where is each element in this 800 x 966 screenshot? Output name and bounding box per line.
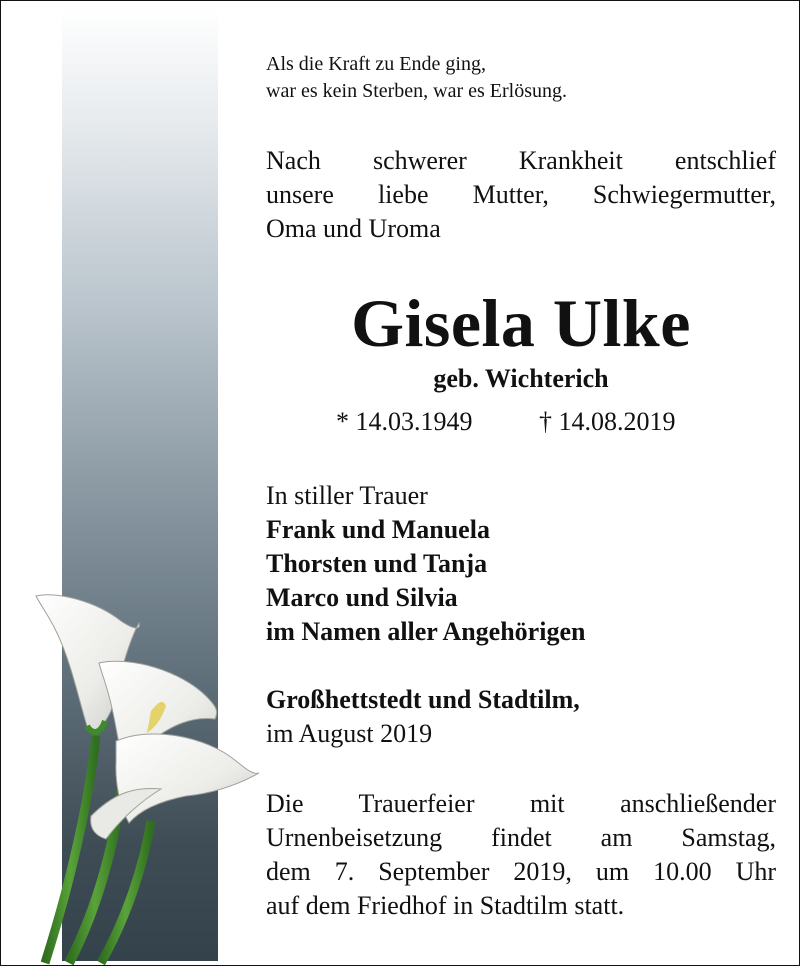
- mourner-name: Frank und Manuela: [266, 515, 490, 544]
- place-date: im August 2019: [266, 719, 433, 748]
- deceased-name: Gisela Ulke: [351, 285, 691, 361]
- intro-text: [266, 144, 776, 246]
- mourner-name: im Namen aller Angehörigen: [266, 617, 586, 646]
- motto: [266, 51, 776, 105]
- lily-flower: [91, 734, 259, 839]
- intro-line: Oma und Uroma: [266, 214, 441, 243]
- intro-line: Nach schwerer Krankheit entschlief: [266, 146, 776, 175]
- intro-line: unsere liebe Mutter, Schwiegermutter,: [266, 180, 776, 209]
- funeral-line: dem 7. September 2019, um 10.00 Uhr: [266, 857, 776, 886]
- mourners-heading: In stiller Trauer: [266, 481, 428, 510]
- place-location: Großhettstedt und Stadtilm,: [266, 685, 580, 714]
- motto-line: Als die Kraft zu Ende ging,: [266, 53, 486, 75]
- place-date-block: [266, 683, 776, 751]
- death-date: † 14.08.2019: [539, 407, 676, 436]
- calla-lily-illustration: [1, 561, 271, 965]
- funeral-line: auf dem Friedhof in Stadtilm statt.: [266, 891, 625, 920]
- funeral-line: Die Trauerfeier mit anschließender: [266, 789, 776, 818]
- mourners-block: [266, 479, 776, 649]
- birth-date: * 14.03.1949: [336, 407, 473, 436]
- mourner-name: Thorsten und Tanja: [266, 549, 488, 578]
- motto-line: war es kein Sterben, war es Erlösung.: [266, 80, 568, 102]
- funeral-line: Urnenbeisetzung findet am Samstag,: [266, 823, 776, 852]
- mourner-name: Marco und Silvia: [266, 583, 458, 612]
- maiden-name: geb. Wichterich: [433, 364, 609, 393]
- funeral-details: [266, 787, 776, 923]
